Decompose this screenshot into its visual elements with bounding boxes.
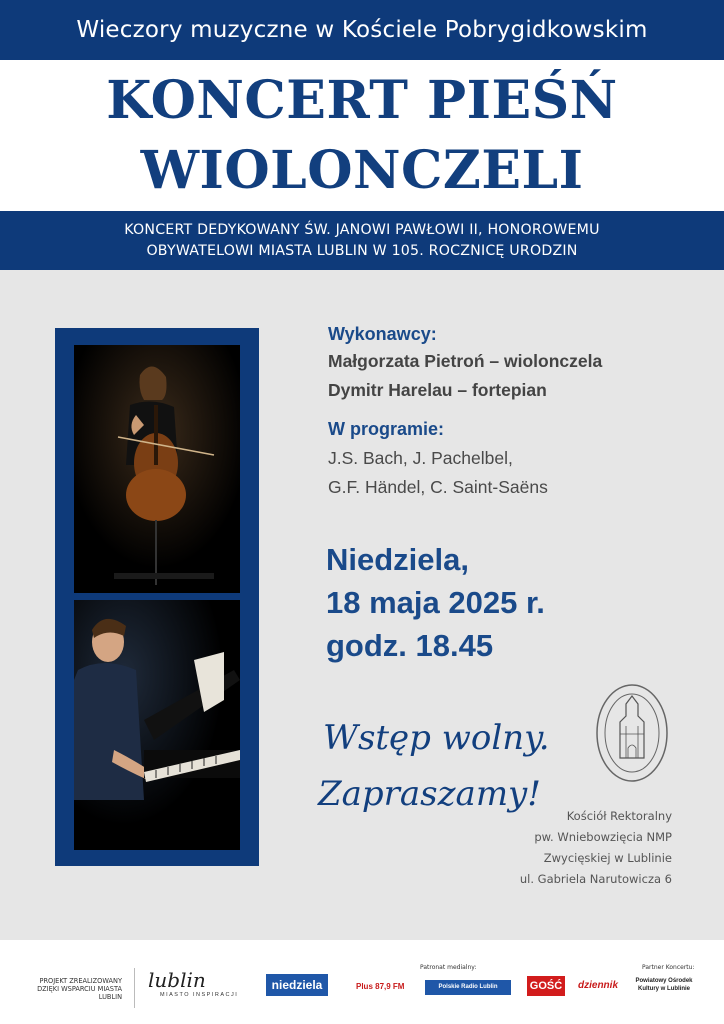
project-note: PROJEKT ZREALIZOWANY DZIĘKI WSPARCIU MIASTA LUBLIN	[37, 977, 122, 1001]
lublin-logo-word: lublin	[148, 968, 206, 992]
footer-divider	[134, 968, 135, 1008]
date-day: Niedziela,	[326, 542, 469, 577]
performers-heading: Wykonawcy:	[328, 324, 437, 344]
concert-title	[0, 62, 724, 210]
media-patronage-label: Patronat medialny:	[420, 964, 477, 971]
partner-name: Powiatowy Ośrodek Kultury w Lublinie	[635, 978, 693, 992]
program-heading: W programie:	[328, 419, 445, 439]
address-line-3: Zwycięskiej w Lublinie	[543, 851, 672, 865]
dedication-banner	[0, 211, 724, 270]
series-banner	[0, 0, 724, 60]
address-line-4: ul. Gabriela Narutowicza 6	[519, 872, 672, 886]
performer-1: Małgorzata Pietroń – wiolonczela	[328, 351, 603, 371]
program-line-1: J.S. Bach, J. Pachelbel,	[328, 448, 513, 468]
cellist-photo	[74, 345, 240, 593]
gosc-logo: GOŚĆ	[527, 976, 565, 996]
sponsors-footer	[0, 940, 724, 1024]
concert-info	[328, 322, 708, 502]
church-seal-icon	[594, 682, 670, 784]
photo-frame	[55, 328, 259, 866]
church-address	[520, 806, 672, 890]
dedication-line-1: KONCERT DEDYKOWANY ŚW. JANOWI PAWŁOWI II, HONOROWEMU	[124, 222, 600, 238]
free-entry-text: Wstęp wolny.	[323, 718, 550, 758]
dziennik-logo: dziennik	[578, 980, 619, 991]
welcome-text: Zapraszamy!	[318, 774, 541, 814]
title-line-2: WIOLONCZELI	[140, 140, 584, 201]
polskie-radio-logo: Polskie Radio Lublin	[425, 980, 511, 995]
niedziela-logo: niedziela	[266, 974, 328, 996]
concert-date	[326, 538, 545, 667]
address-line-2: pw. Wniebowzięcia NMP	[534, 830, 672, 844]
series-title: Wieczory muzyczne w Kościele Pobrygidkowskim	[76, 17, 648, 43]
lublin-logo	[148, 968, 243, 1012]
title-line-1: KONCERT PIEŚŃ	[106, 70, 618, 131]
main-panel	[0, 270, 724, 940]
radio-plus-logo: Plus 87,9 FM	[356, 982, 405, 991]
dedication-line-2: OBYWATELOWI MIASTA LUBLIN W 105. ROCZNICĘ URODZIN	[146, 243, 578, 259]
invitation	[318, 710, 550, 822]
date-time: godz. 18.45	[326, 628, 494, 663]
date-full: 18 maja 2025 r.	[326, 585, 545, 620]
performer-2: Dymitr Harelau – fortepian	[328, 380, 547, 400]
program-line-2: G.F. Händel, C. Saint-Saëns	[328, 477, 548, 497]
partner-label: Partner Koncertu:	[642, 964, 695, 971]
lublin-tagline: MIASTO INSPIRACJI	[160, 992, 239, 998]
address-line-1: Kościół Rektoralny	[566, 809, 672, 823]
pianist-photo	[74, 600, 240, 850]
